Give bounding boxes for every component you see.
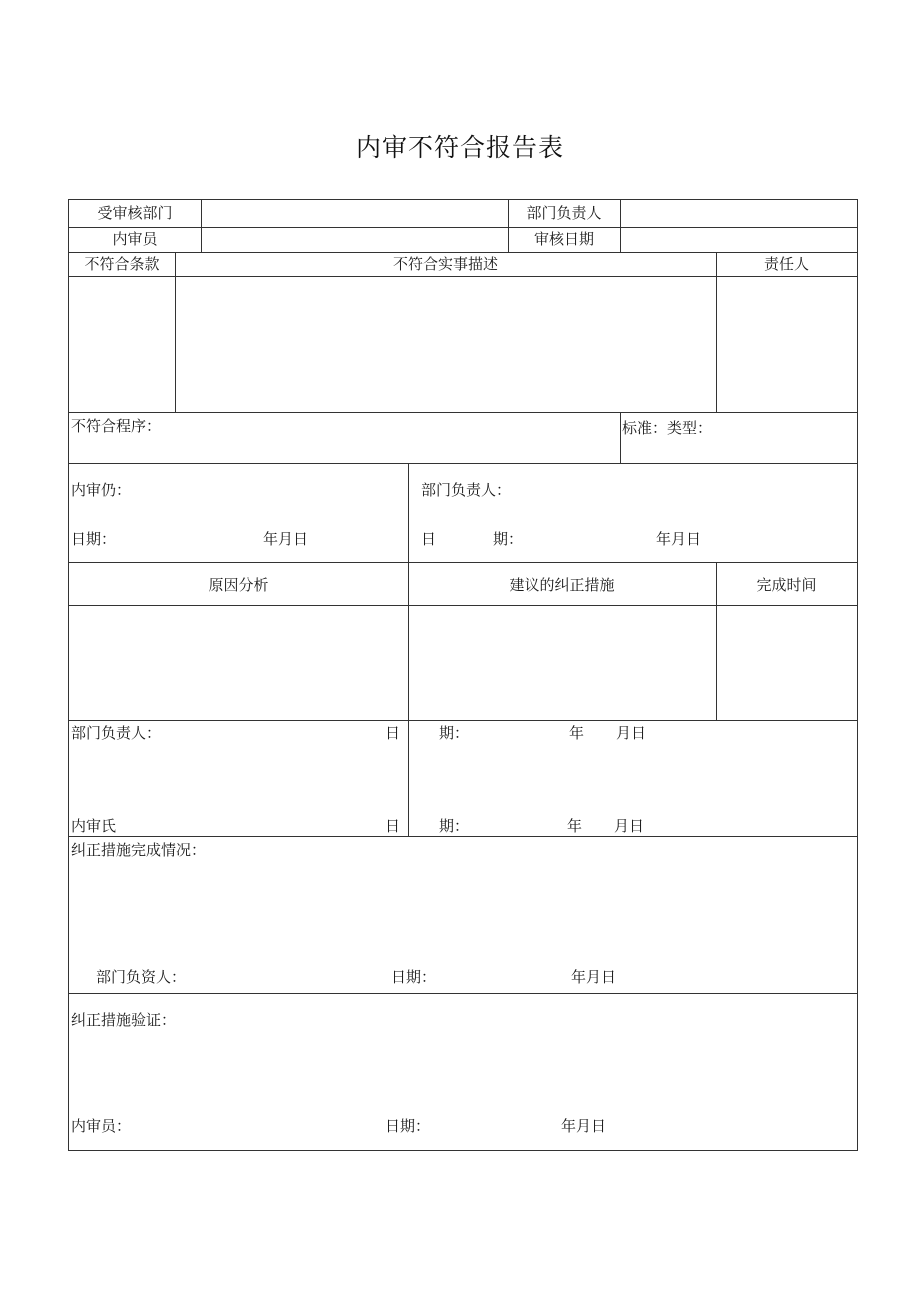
audit-date-field[interactable] — [622, 228, 855, 251]
corrective-action-field[interactable] — [410, 607, 714, 718]
verification-auditor-label: 内审员： — [71, 1117, 132, 1135]
completion-date-unit: 年月日 — [571, 968, 617, 986]
row-divider — [69, 276, 857, 277]
date-qi-2: 期： — [439, 817, 470, 835]
completion-date-label: 日期： — [391, 968, 437, 986]
col-divider — [408, 463, 409, 836]
responsible-header: 责任人 — [763, 255, 809, 273]
completion-time-header: 完成时间 — [756, 576, 817, 594]
date-unit: 年月日 — [263, 530, 309, 548]
dept-head-sign-label: 部门负责人： — [421, 481, 512, 499]
cause-analysis-header: 原因分析 — [208, 576, 269, 594]
completion-time-field[interactable] — [718, 607, 855, 718]
procedure-label: 不符合程序： — [71, 417, 162, 435]
row-divider — [69, 720, 857, 721]
row-divider — [69, 412, 857, 413]
dept-head-sign-label-2: 部门负责人： — [71, 724, 162, 742]
date-ri-2: 日 — [385, 817, 401, 835]
col-divider — [201, 200, 202, 252]
date-yueri-1: 月日 — [616, 724, 647, 742]
col-divider — [620, 200, 621, 252]
completion-label: 纠正措施完成情况： — [71, 841, 207, 859]
completion-field[interactable] — [71, 862, 855, 962]
date-qi-1: 期： — [439, 724, 470, 742]
date-nian-2: 年 — [567, 817, 583, 835]
audit-date-label: 审核日期 — [533, 230, 594, 248]
dept-head-field[interactable] — [622, 202, 855, 226]
auditor-label: 内审员 — [112, 230, 158, 248]
date-label: 日期： — [71, 530, 117, 548]
date-nian-1: 年 — [569, 724, 585, 742]
corrective-action-header: 建议的纠正措施 — [509, 576, 615, 594]
description-header: 不符合实事描述 — [392, 255, 498, 273]
auditor-field[interactable] — [203, 228, 506, 251]
auditor-sign-label-2: 内审氏 — [71, 817, 117, 835]
verification-date-unit: 年月日 — [561, 1117, 607, 1135]
date-label-ri: 日 — [421, 530, 437, 548]
row-divider — [69, 252, 857, 253]
date-ri-1: 日 — [385, 724, 401, 742]
responsible-field[interactable] — [718, 278, 855, 410]
clause-header: 不符合条款 — [84, 255, 160, 273]
description-field[interactable] — [177, 278, 714, 410]
row-divider — [69, 605, 857, 606]
row-divider — [69, 993, 857, 994]
nonconformity-report-form — [68, 199, 858, 1151]
row-divider — [69, 463, 857, 464]
col-divider — [620, 412, 621, 463]
standard-type-label: 标准：类型： — [622, 419, 713, 437]
date-yueri-2: 月日 — [614, 817, 645, 835]
auditor-sign-label: 内审仍： — [71, 481, 132, 499]
page-title: 内审不符合报告表 — [355, 133, 564, 162]
verification-date-label: 日期： — [385, 1117, 431, 1135]
verification-label: 纠正措施验证： — [71, 1011, 177, 1029]
dept-head-label: 部门负责人 — [526, 204, 602, 222]
audited-dept-field[interactable] — [203, 202, 506, 226]
completion-dept-head-label: 部门负资人： — [96, 968, 187, 986]
date-unit-right: 年月日 — [656, 530, 702, 548]
row-divider — [69, 836, 857, 837]
audited-dept-label: 受审核部门 — [97, 204, 173, 222]
cause-analysis-field[interactable] — [71, 607, 406, 718]
date-label-qi: 期： — [493, 530, 524, 548]
col-divider — [175, 252, 176, 412]
verification-field[interactable] — [71, 1032, 855, 1112]
clause-field[interactable] — [71, 278, 173, 410]
col-divider — [716, 252, 717, 412]
row-divider — [69, 562, 857, 563]
